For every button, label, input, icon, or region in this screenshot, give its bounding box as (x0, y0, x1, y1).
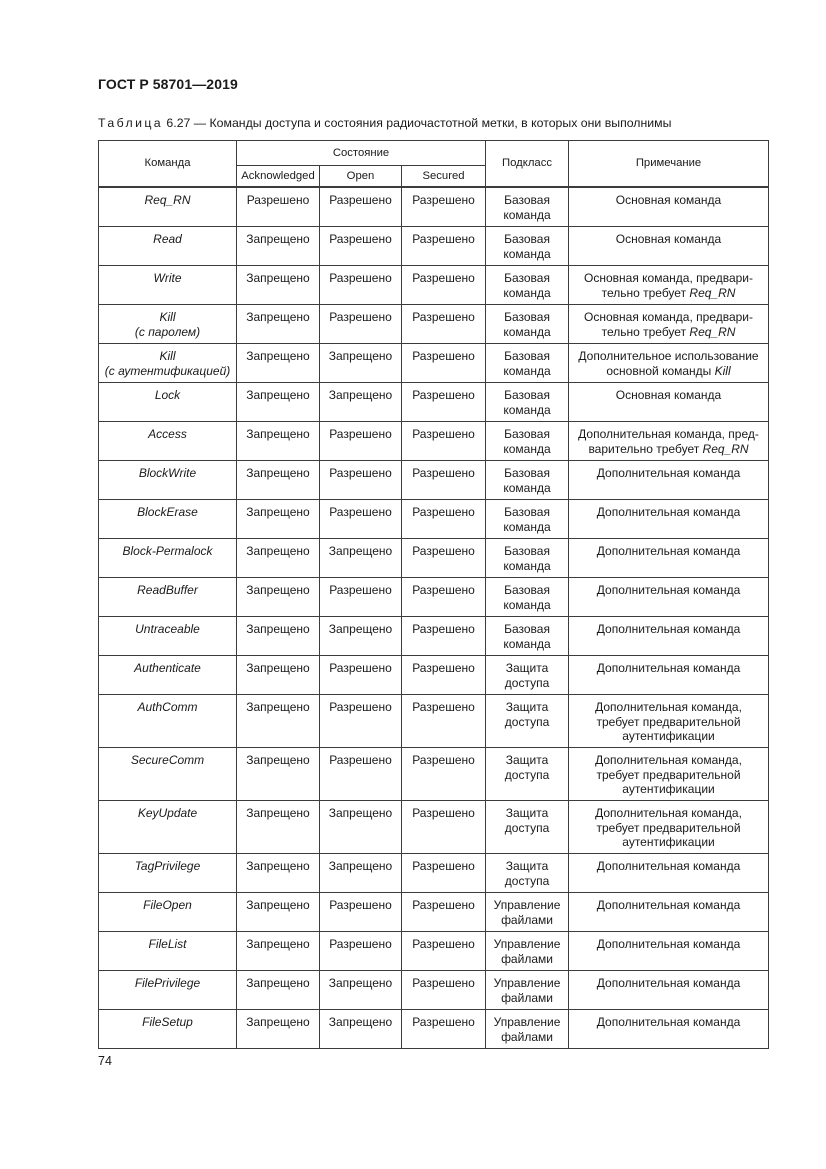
table-row (99, 500, 769, 539)
commands-table (98, 140, 769, 1049)
note-cell (569, 748, 769, 801)
subclass-line: доступа (504, 873, 550, 888)
note-cell (569, 227, 769, 266)
command-name: Req_RN (144, 193, 191, 207)
command-cell (99, 893, 237, 932)
table-row (99, 227, 769, 266)
subclass-cell (486, 748, 569, 801)
subclass-line: файлами (501, 1029, 553, 1044)
note-line: Основная команда, предвари- (584, 310, 753, 324)
state-open-cell: Разрешено (320, 461, 402, 500)
state-secured-cell: Разрешено (402, 305, 486, 344)
state-acknowledged-cell: Запрещено (237, 893, 320, 932)
command-cell (99, 748, 237, 801)
command-name: Kill (159, 349, 176, 363)
state-secured-cell: Разрешено (402, 617, 486, 656)
header-note: Примечание (569, 141, 769, 188)
state-acknowledged-cell: Запрещено (237, 656, 320, 695)
state-secured-cell: Разрешено (402, 227, 486, 266)
subclass-line: Базовая (504, 232, 550, 246)
command-cell (99, 656, 237, 695)
subclass-cell (486, 1010, 569, 1049)
command-cell (99, 344, 237, 383)
note-cell (569, 461, 769, 500)
state-acknowledged-cell: Запрещено (237, 1010, 320, 1049)
state-secured-cell: Разрешено (402, 422, 486, 461)
note-line: Основная команда (615, 388, 722, 402)
state-secured-cell: Разрешено (402, 854, 486, 893)
command-name: FilePrivilege (134, 976, 201, 990)
state-open-cell: Разрешено (320, 305, 402, 344)
subclass-line: команда (503, 636, 551, 651)
subclass-cell (486, 801, 569, 854)
state-secured-cell: Разрешено (402, 932, 486, 971)
state-secured-cell: Разрешено (402, 1010, 486, 1049)
table-row (99, 801, 769, 854)
table-caption-text: 6.27 — Команды доступа и состояния радиочастотной метки, в которых они выполнимы (163, 116, 672, 130)
state-open-cell: Разрешено (320, 932, 402, 971)
state-secured-cell: Разрешено (402, 266, 486, 305)
command-cell (99, 383, 237, 422)
note-line: Дополнительная команда (596, 544, 741, 558)
header-acknowledged: Acknowledged (237, 166, 320, 188)
table-row (99, 932, 769, 971)
state-open-cell: Разрешено (320, 695, 402, 748)
state-open-cell: Разрешено (320, 422, 402, 461)
table-body (99, 187, 769, 1049)
table-row (99, 383, 769, 422)
note-cell (569, 1010, 769, 1049)
subclass-line: Управление (493, 898, 561, 912)
state-acknowledged-cell: Запрещено (237, 422, 320, 461)
table-row (99, 344, 769, 383)
note-line: Дополнительная команда, (595, 806, 742, 820)
subclass-line: Базовая (504, 583, 550, 597)
state-acknowledged-cell: Запрещено (237, 617, 320, 656)
subclass-line: команда (503, 285, 551, 300)
subclass-cell (486, 187, 569, 227)
subclass-line: Базовая (504, 544, 550, 558)
subclass-line: Базовая (504, 466, 550, 480)
note-line: Дополнительная команда, (595, 753, 742, 767)
note-line: Дополнительная команда (596, 466, 741, 480)
note-line: Основная команда (615, 232, 722, 246)
command-cell (99, 187, 237, 227)
header-open: Open (320, 166, 402, 188)
subclass-line: команда (503, 597, 551, 612)
note-line: Дополнительная команда (596, 661, 741, 675)
note-line: Дополнительная команда (596, 859, 741, 873)
note-line: основной команды (606, 363, 715, 378)
note-line: Дополнительная команда, (595, 700, 742, 714)
note-line: Дополнительная команда (596, 622, 741, 636)
subclass-line: Базовая (504, 427, 550, 441)
state-acknowledged-cell: Запрещено (237, 932, 320, 971)
command-name: FileList (148, 937, 187, 951)
table-row (99, 266, 769, 305)
command-name: Block-Permalock (122, 544, 213, 558)
state-open-cell: Запрещено (320, 344, 402, 383)
command-cell (99, 500, 237, 539)
table-row (99, 578, 769, 617)
command-name: SecureComm (130, 753, 205, 767)
command-cell (99, 461, 237, 500)
table-row (99, 422, 769, 461)
note-line: Дополнительная команда (596, 937, 741, 951)
note-cell (569, 617, 769, 656)
note-line: Дополнительная команда (596, 1015, 741, 1029)
state-open-cell: Разрешено (320, 748, 402, 801)
state-secured-cell: Разрешено (402, 748, 486, 801)
command-cell (99, 695, 237, 748)
subclass-line: Управление (493, 937, 561, 951)
note-line: аутентификации (622, 729, 715, 743)
note-line: требует предварительной (596, 714, 741, 729)
note-cell (569, 893, 769, 932)
subclass-cell (486, 305, 569, 344)
command-name: Write (153, 271, 182, 285)
subclass-line: команда (503, 324, 551, 339)
subclass-cell (486, 383, 569, 422)
note-line: Дополнительная команда, пред- (578, 427, 759, 441)
note-line: Дополнительное использование (578, 349, 759, 363)
subclass-cell (486, 227, 569, 266)
subclass-line: команда (503, 480, 551, 495)
subclass-line: файлами (501, 990, 553, 1005)
subclass-line: Базовая (504, 622, 550, 636)
header-subclass: Подкласс (486, 141, 569, 188)
note-cell (569, 266, 769, 305)
state-secured-cell: Разрешено (402, 801, 486, 854)
subclass-cell (486, 617, 569, 656)
state-open-cell: Разрешено (320, 266, 402, 305)
note-cell (569, 695, 769, 748)
subclass-cell (486, 461, 569, 500)
state-acknowledged-cell: Запрещено (237, 500, 320, 539)
subclass-cell (486, 695, 569, 748)
state-secured-cell: Разрешено (402, 656, 486, 695)
subclass-line: Защита (505, 753, 549, 767)
subclass-line: доступа (504, 767, 550, 782)
subclass-line: Базовая (504, 271, 550, 285)
command-cell (99, 578, 237, 617)
header-state: Состояние (237, 141, 486, 166)
command-name: Access (148, 427, 187, 441)
command-name: BlockErase (137, 505, 198, 519)
table-row (99, 748, 769, 801)
command-cell (99, 1010, 237, 1049)
command-cell (99, 854, 237, 893)
subclass-line: файлами (501, 951, 553, 966)
note-line: варительно требует (588, 441, 703, 456)
subclass-cell (486, 893, 569, 932)
command-name: FileOpen (143, 898, 192, 912)
state-secured-cell: Разрешено (402, 893, 486, 932)
subclass-cell (486, 500, 569, 539)
header-command: Команда (99, 141, 237, 188)
state-open-cell: Разрешено (320, 187, 402, 227)
note-line: Основная команда, предвари- (584, 271, 753, 285)
command-cell (99, 227, 237, 266)
command-name: Lock (154, 388, 181, 402)
subclass-line: Базовая (504, 349, 550, 363)
state-acknowledged-cell: Запрещено (237, 971, 320, 1010)
note-cell (569, 578, 769, 617)
subclass-cell (486, 854, 569, 893)
subclass-line: команда (503, 441, 551, 456)
state-secured-cell: Разрешено (402, 383, 486, 422)
state-acknowledged-cell: Запрещено (237, 695, 320, 748)
subclass-line: Защита (505, 806, 549, 820)
note-command-ref: Req_RN (702, 441, 749, 456)
command-cell (99, 305, 237, 344)
table-row (99, 461, 769, 500)
subclass-line: команда (503, 246, 551, 261)
subclass-line: Защита (505, 700, 549, 714)
state-secured-cell: Разрешено (402, 971, 486, 1010)
state-open-cell: Разрешено (320, 893, 402, 932)
header-secured: Secured (402, 166, 486, 188)
subclass-cell (486, 932, 569, 971)
state-open-cell: Запрещено (320, 971, 402, 1010)
table-row (99, 656, 769, 695)
table-caption-label: Таблица (98, 116, 164, 130)
subclass-line: Базовая (504, 388, 550, 402)
note-line: аутентификации (622, 782, 715, 796)
command-name: TagPrivilege (134, 859, 201, 873)
command-name: Untraceable (135, 622, 200, 636)
note-cell (569, 656, 769, 695)
document-header: ГОСТ Р 58701—2019 (98, 76, 238, 92)
subclass-cell (486, 422, 569, 461)
state-secured-cell: Разрешено (402, 461, 486, 500)
state-open-cell: Запрещено (320, 383, 402, 422)
state-open-cell: Разрешено (320, 500, 402, 539)
state-acknowledged-cell: Запрещено (237, 578, 320, 617)
subclass-line: команда (503, 402, 551, 417)
subclass-cell (486, 539, 569, 578)
state-acknowledged-cell: Запрещено (237, 383, 320, 422)
subclass-line: доступа (504, 820, 550, 835)
subclass-line: файлами (501, 912, 553, 927)
table-row (99, 695, 769, 748)
state-secured-cell: Разрешено (402, 578, 486, 617)
state-acknowledged-cell: Запрещено (237, 227, 320, 266)
command-name: ReadBuffer (137, 583, 198, 597)
subclass-cell (486, 266, 569, 305)
table-row (99, 617, 769, 656)
table-row (99, 539, 769, 578)
note-line: требует предварительной (596, 820, 741, 835)
state-acknowledged-cell: Запрещено (237, 539, 320, 578)
command-cell (99, 422, 237, 461)
subclass-line: Базовая (504, 193, 550, 207)
note-line: тельно требует (601, 324, 690, 339)
state-acknowledged-cell: Запрещено (237, 748, 320, 801)
subclass-cell (486, 656, 569, 695)
state-open-cell: Запрещено (320, 854, 402, 893)
subclass-line: команда (503, 363, 551, 378)
table-row (99, 893, 769, 932)
state-secured-cell: Разрешено (402, 695, 486, 748)
table-row (99, 854, 769, 893)
note-command-ref: Kill (714, 363, 731, 378)
state-secured-cell: Разрешено (402, 344, 486, 383)
note-command-ref: Req_RN (689, 324, 736, 339)
command-name: FileSetup (142, 1015, 193, 1029)
note-line: Дополнительная команда (596, 976, 741, 990)
state-acknowledged-cell: Запрещено (237, 461, 320, 500)
note-cell (569, 305, 769, 344)
note-line: аутентификации (622, 835, 715, 849)
note-line: Дополнительная команда (596, 505, 741, 519)
note-line: тельно требует (601, 285, 690, 300)
command-cell (99, 266, 237, 305)
command-name: Kill (159, 310, 176, 324)
note-cell (569, 187, 769, 227)
table-caption (98, 116, 671, 130)
state-acknowledged-cell: Запрещено (237, 344, 320, 383)
subclass-line: команда (503, 558, 551, 573)
note-cell (569, 971, 769, 1010)
state-acknowledged-cell: Запрещено (237, 854, 320, 893)
note-line: Дополнительная команда (596, 583, 741, 597)
command-cell (99, 539, 237, 578)
state-open-cell: Запрещено (320, 1010, 402, 1049)
command-qualifier: (с аутентификацией) (104, 363, 231, 378)
state-open-cell: Запрещено (320, 539, 402, 578)
command-cell (99, 801, 237, 854)
subclass-cell (486, 578, 569, 617)
subclass-line: Защита (505, 661, 549, 675)
command-name: AuthComm (137, 700, 198, 714)
command-qualifier: (с паролем) (134, 324, 201, 339)
note-line: Основная команда (615, 193, 722, 207)
command-cell (99, 617, 237, 656)
state-open-cell: Запрещено (320, 617, 402, 656)
note-line: требует предварительной (596, 767, 741, 782)
state-secured-cell: Разрешено (402, 500, 486, 539)
subclass-line: Базовая (504, 310, 550, 324)
subclass-line: Управление (493, 976, 561, 990)
command-cell (99, 932, 237, 971)
state-acknowledged-cell: Запрещено (237, 266, 320, 305)
note-cell (569, 344, 769, 383)
page-number: 74 (98, 1054, 112, 1068)
state-open-cell: Запрещено (320, 801, 402, 854)
subclass-line: доступа (504, 675, 550, 690)
table-row (99, 971, 769, 1010)
note-cell (569, 500, 769, 539)
state-acknowledged-cell: Разрешено (237, 187, 320, 227)
subclass-cell (486, 344, 569, 383)
subclass-line: команда (503, 207, 551, 222)
state-secured-cell: Разрешено (402, 187, 486, 227)
subclass-line: команда (503, 519, 551, 534)
command-name: KeyUpdate (137, 806, 198, 820)
state-acknowledged-cell: Запрещено (237, 305, 320, 344)
table-row (99, 305, 769, 344)
command-name: Authenticate (134, 661, 201, 675)
subclass-line: доступа (504, 714, 550, 729)
state-secured-cell: Разрешено (402, 539, 486, 578)
note-cell (569, 383, 769, 422)
command-name: Read (153, 232, 182, 246)
note-cell (569, 932, 769, 971)
state-open-cell: Разрешено (320, 656, 402, 695)
command-name: BlockWrite (138, 466, 197, 480)
note-cell (569, 801, 769, 854)
command-cell (99, 971, 237, 1010)
state-open-cell: Разрешено (320, 578, 402, 617)
state-open-cell: Разрешено (320, 227, 402, 266)
subclass-line: Базовая (504, 505, 550, 519)
note-cell (569, 539, 769, 578)
subclass-cell (486, 971, 569, 1010)
state-acknowledged-cell: Запрещено (237, 801, 320, 854)
note-cell (569, 854, 769, 893)
note-cell (569, 422, 769, 461)
note-command-ref: Req_RN (689, 285, 736, 300)
table-row (99, 187, 769, 227)
subclass-line: Управление (493, 1015, 561, 1029)
table-row (99, 1010, 769, 1049)
note-line: Дополнительная команда (596, 898, 741, 912)
subclass-line: Защита (505, 859, 549, 873)
